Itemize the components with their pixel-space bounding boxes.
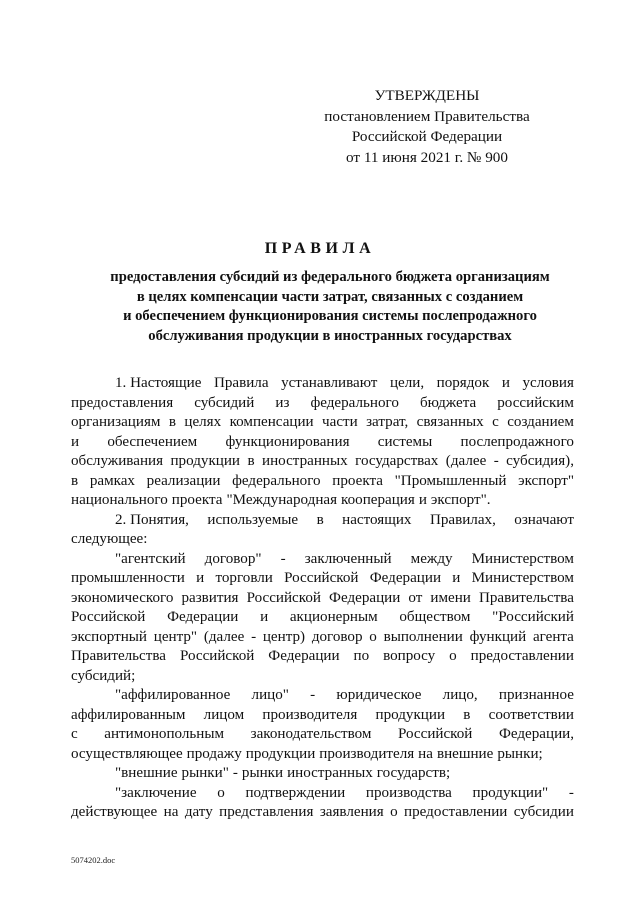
body-word: 2. Понятия, xyxy=(115,511,189,528)
body-word: федерального xyxy=(310,394,399,411)
body-word: национального xyxy=(71,492,168,508)
body-line xyxy=(71,491,574,511)
body-line xyxy=(71,686,574,706)
body-word: проекта xyxy=(332,472,383,489)
body-word: заявления xyxy=(319,804,384,820)
body-word: Федерации xyxy=(268,648,340,664)
body-word: Федерации xyxy=(167,609,239,625)
body-word: - xyxy=(568,784,574,801)
body-word: о xyxy=(449,648,457,664)
body-word: Правительства xyxy=(478,589,574,606)
body-word: акционерным xyxy=(289,609,378,625)
body-line xyxy=(71,667,574,687)
body-word: экономического xyxy=(71,589,174,606)
body-word: на xyxy=(418,745,433,762)
body-line xyxy=(71,433,574,453)
approval-heading: УТВЕРЖДЕНЫ xyxy=(374,87,480,104)
body-word: - xyxy=(280,550,286,567)
body-word: используемые xyxy=(207,511,299,528)
body-word: государств; xyxy=(376,765,451,781)
body-word: из xyxy=(275,394,290,411)
body-word: рамках xyxy=(89,472,135,489)
body-word: в xyxy=(71,472,79,489)
body-word: рынки" xyxy=(181,765,229,781)
body-word: экспорт" xyxy=(518,472,574,489)
body-word: центр" xyxy=(153,628,198,645)
body-word: устанавливают xyxy=(281,375,378,391)
body-word: агента xyxy=(532,628,574,645)
body-word: о xyxy=(390,804,398,820)
body-word: и xyxy=(501,375,510,391)
body-word: на xyxy=(163,804,179,820)
body-word: Правительства xyxy=(71,648,166,664)
body-word: антимонопольным xyxy=(104,726,225,742)
body-line xyxy=(71,511,574,531)
body-word: производителя xyxy=(319,745,415,762)
file-name-footer: 5074202.doc xyxy=(71,855,116,865)
body-word: Правила xyxy=(213,375,269,391)
body-word: признанное xyxy=(498,687,574,703)
body-line xyxy=(71,803,574,823)
body-word: Министерством xyxy=(471,550,574,567)
body-word: порядок xyxy=(436,375,490,391)
body-word: - xyxy=(310,687,316,703)
body-word: с xyxy=(492,414,499,430)
body-word: и xyxy=(71,433,80,450)
body-word: 1. Настоящие xyxy=(115,375,202,391)
body-line xyxy=(71,413,574,433)
body-word: Федерации xyxy=(329,589,401,606)
body-word: подтверждении xyxy=(245,784,346,801)
body-word: "агентский xyxy=(115,550,186,567)
body-word: Российской xyxy=(71,609,146,625)
body-word: связанных xyxy=(416,414,484,430)
body-word: обслуживания xyxy=(71,453,164,469)
body-word: кооперация xyxy=(341,492,415,508)
body-word: действующее xyxy=(71,804,158,820)
body-word: и xyxy=(452,570,461,586)
body-word: продукции" xyxy=(472,784,549,801)
body-word: и xyxy=(260,609,269,625)
body-word: Федерации xyxy=(369,570,442,586)
body-word: продукции xyxy=(245,745,316,762)
body-word: обществом xyxy=(399,609,471,625)
body-word: - xyxy=(232,765,238,781)
approval-block xyxy=(300,86,554,168)
body-word: производства xyxy=(365,784,452,801)
body-line xyxy=(71,764,574,784)
body-word: "Российский xyxy=(492,609,574,625)
body-word: целях xyxy=(184,414,222,430)
body-word: в xyxy=(168,414,176,430)
body-line xyxy=(71,530,574,550)
body-line xyxy=(71,550,574,570)
body-word: "Международная xyxy=(226,492,338,508)
body-word: - xyxy=(251,628,257,645)
body-line xyxy=(71,608,574,628)
body-word: российским xyxy=(497,394,574,411)
body-word: экспортный xyxy=(71,628,147,645)
body-word: рынки xyxy=(241,765,284,781)
body-word: продукции xyxy=(375,706,446,723)
body-word: (далее xyxy=(445,453,487,469)
body-word: иностранных xyxy=(262,453,348,469)
body-word: продажу xyxy=(186,745,242,762)
body-word: законодательством xyxy=(250,726,372,742)
body-word: федерального xyxy=(232,472,321,489)
body-word: Российской xyxy=(179,648,255,664)
body-word: субсидия), xyxy=(506,453,574,469)
body-word: затрат, xyxy=(366,414,409,430)
body-word: "аффилированное xyxy=(115,687,231,703)
body-line xyxy=(71,725,574,745)
body-word: проекта xyxy=(171,492,223,508)
body-word: настоящих xyxy=(342,511,412,528)
body-word: договор xyxy=(311,628,363,645)
body-word: представления xyxy=(219,804,314,820)
body-word: о xyxy=(217,784,225,801)
subtitle-line: обслуживания продукции в иностранных государствах xyxy=(148,327,512,344)
body-line xyxy=(71,628,574,648)
document-title: ПРАВИЛА xyxy=(264,240,376,257)
body-word: системы xyxy=(377,433,433,450)
body-word: промышленности xyxy=(71,570,185,586)
body-word: в xyxy=(463,706,471,723)
body-word: лицом xyxy=(203,706,245,723)
body-word: субсидий; xyxy=(71,667,136,684)
body-word: предоставлении xyxy=(404,804,508,820)
approval-line: Российской Федерации xyxy=(351,128,503,145)
approval-date-number: от 11 июня 2021 г. № 900 xyxy=(346,148,508,166)
body-word: предоставлении xyxy=(470,648,574,664)
body-word: функционирования xyxy=(225,433,350,450)
body-line xyxy=(71,452,574,472)
subtitle-line: предоставления субсидий из федерального бюджета организациям xyxy=(110,269,550,285)
body-word: - xyxy=(493,453,499,469)
body-word: "Промышленный xyxy=(394,472,507,489)
body-word: обеспечением xyxy=(107,433,198,450)
body-word: в xyxy=(247,453,255,469)
body-line xyxy=(71,472,574,492)
body-word: лицо, xyxy=(442,687,478,703)
body-word: рынки; xyxy=(497,745,543,762)
body-word: части xyxy=(322,414,358,430)
body-word: центр) xyxy=(262,628,306,645)
body-word: по xyxy=(353,648,370,664)
body-word: и xyxy=(418,492,427,508)
body-word: условия xyxy=(522,375,574,391)
body-line xyxy=(71,706,574,726)
body-word: означают xyxy=(514,511,574,528)
body-word: осуществляющее xyxy=(71,745,183,762)
body-word: функций xyxy=(469,628,527,645)
body-word: о xyxy=(369,628,377,645)
body-line xyxy=(71,394,574,414)
document-body xyxy=(71,374,574,823)
body-word: имени xyxy=(430,589,471,606)
body-word: производителя xyxy=(262,706,358,723)
body-word: государствах xyxy=(355,453,439,469)
body-line xyxy=(71,589,574,609)
body-word: торговли xyxy=(215,570,273,586)
body-word: "внешние xyxy=(115,765,178,781)
body-word: между xyxy=(410,550,453,567)
body-word: и xyxy=(196,570,205,586)
body-word: реализации xyxy=(146,472,221,489)
body-word: вопросу xyxy=(383,648,436,664)
body-word: от xyxy=(408,589,423,606)
body-word: (далее xyxy=(203,628,245,645)
body-word: цели, xyxy=(389,375,425,391)
subtitle-line: в целях компенсации части затрат, связанных с созданием xyxy=(136,288,524,305)
body-word: Российской xyxy=(397,726,473,742)
body-word: Правилах, xyxy=(429,511,496,528)
body-word: Министерством xyxy=(471,570,574,586)
subtitle-line: и обеспечением функционирования системы послепродажного xyxy=(123,308,537,324)
body-word: договор" xyxy=(204,550,262,567)
body-word: Российской xyxy=(246,589,321,606)
body-word: внешние xyxy=(436,745,494,762)
body-line xyxy=(71,745,574,765)
body-word: в xyxy=(316,511,324,528)
body-word: организациям xyxy=(71,414,161,430)
body-word: компенсации xyxy=(229,414,314,430)
body-line xyxy=(71,784,574,804)
body-word: Российской xyxy=(284,570,359,586)
body-word: созданием xyxy=(507,414,574,430)
body-word: послепродажного xyxy=(460,433,574,450)
body-word: с xyxy=(71,726,78,742)
body-word: "заключение xyxy=(115,784,197,801)
body-word: лицо" xyxy=(251,687,289,703)
body-word: субсидии xyxy=(513,804,574,820)
body-word: следующее: xyxy=(71,531,148,547)
body-word: предоставления xyxy=(71,394,174,411)
body-word: экспорт". xyxy=(430,492,491,508)
body-word: бюджета xyxy=(419,394,477,411)
body-line xyxy=(71,374,574,394)
body-word: иностранных xyxy=(287,765,373,781)
body-word: заключенный xyxy=(304,550,392,567)
body-word: выполнении xyxy=(383,628,463,645)
body-word: Федерации, xyxy=(498,726,574,742)
document-subtitle xyxy=(70,268,590,346)
body-line xyxy=(71,647,574,667)
body-word: развития xyxy=(181,589,239,606)
body-word: юридическое xyxy=(336,687,422,703)
body-word: субсидий xyxy=(194,394,255,411)
approval-line: постановлением Правительства xyxy=(324,107,530,125)
body-word: соответствии xyxy=(488,706,574,723)
body-word: аффилированным xyxy=(71,706,186,723)
body-word: дату xyxy=(184,804,213,820)
body-word: продукции xyxy=(170,453,241,469)
body-line xyxy=(71,569,574,589)
